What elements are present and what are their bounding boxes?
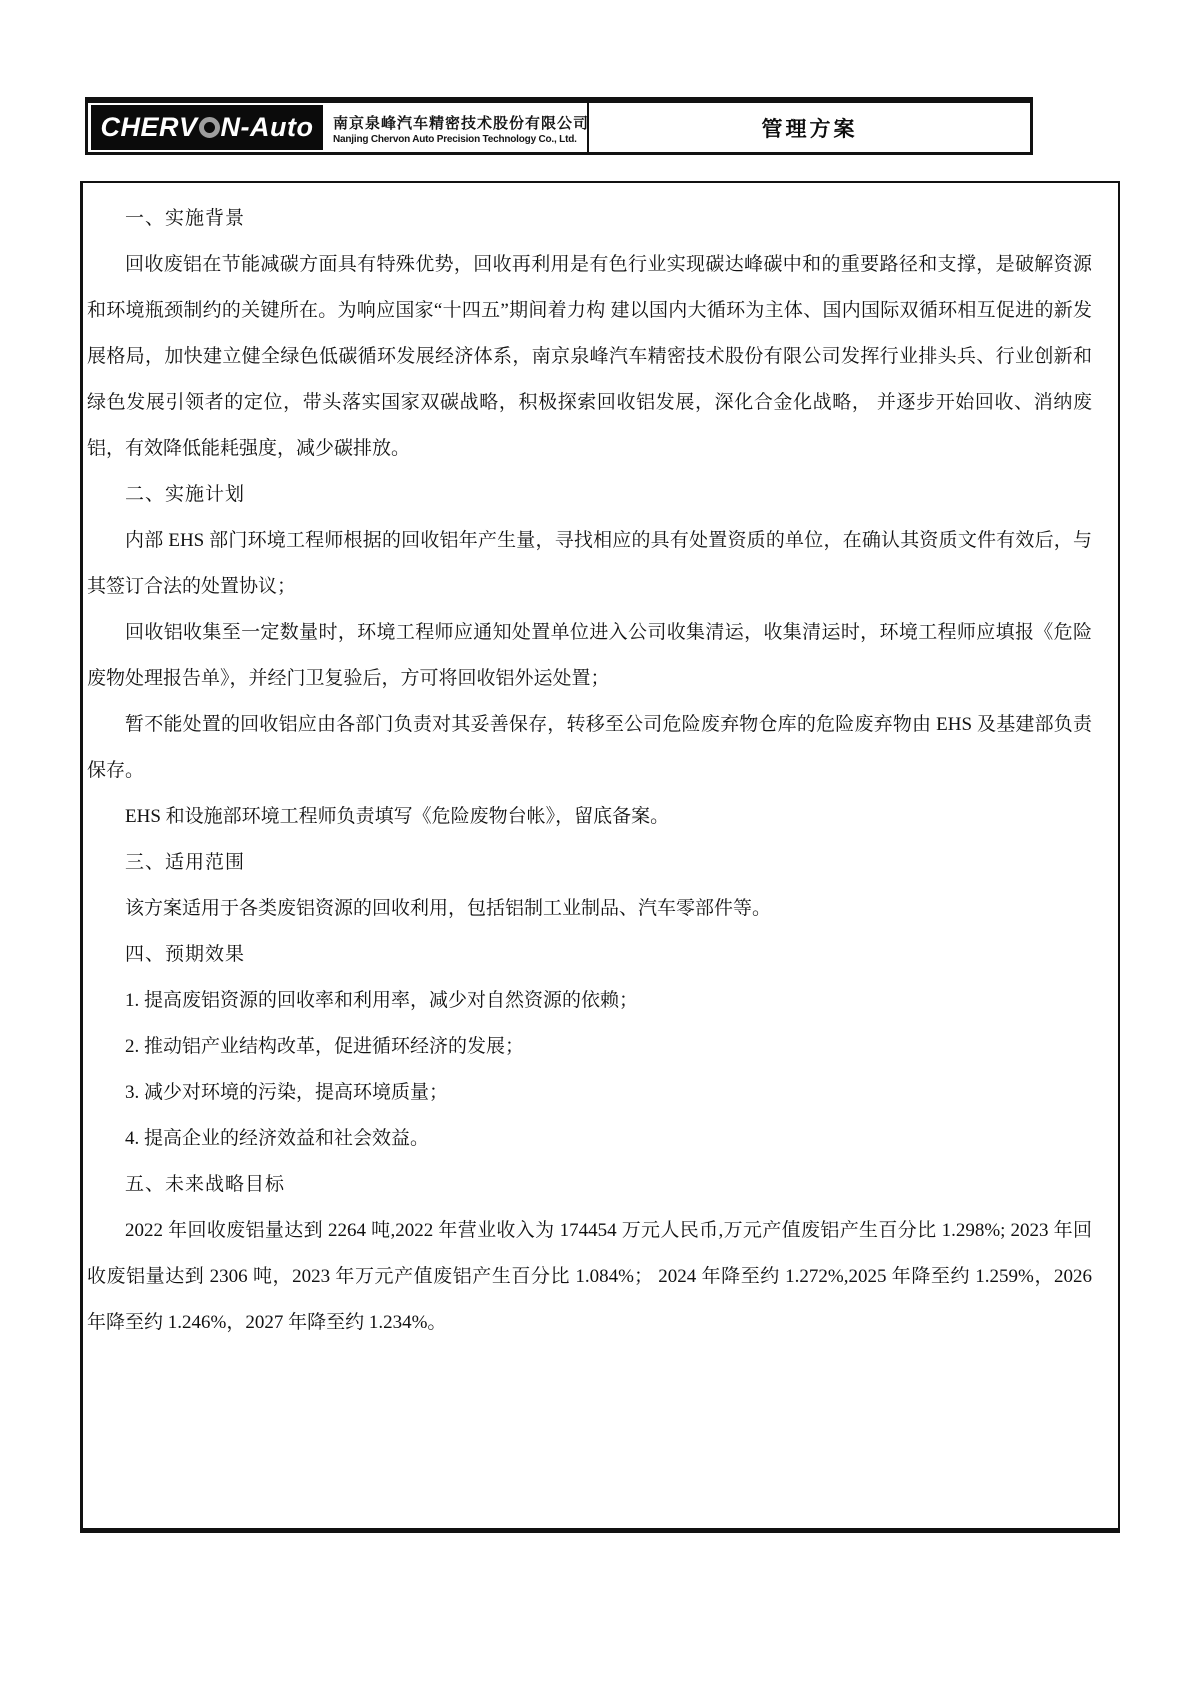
section-heading: 四、预期效果 [125,944,246,965]
document-title: 管理方案 [761,117,858,141]
document-header [85,97,1033,155]
logo-text [101,112,314,143]
document-body-frame [80,181,1120,1533]
paragraph: 1. 提高废铝资源的回收率和利用率，减少对自然资源的依赖； [125,990,639,1011]
paragraph: EHS 和设施部环境工程师负责填写《危险废物台帐》，留底备案。 [125,806,670,827]
paragraph: 2022 年回收废铝量达到 2264 吨,2022 年营业收入为 174454 万元人民币,万元产值废铝产生百分比 1.298%; 2023 年回收废铝量达到 2306 吨，2023 年万元产值废铝产生百分比 1.084%； 2024 年降至约 1.272%,2025 年降至约 1.259%，2026 年降至约 1.246%，2027 年降至约 1.234%。 [87,1220,1092,1333]
company-name-block [323,103,589,152]
paragraph: 内部 EHS 部门环境工程师根据的回收铝年产生量，寻找相应的具有处置资质的单位，在确认其资质文件有效后，与其签订合法的处置协议； [87,530,1092,597]
chervon-auto-logo [91,105,323,150]
section-heading: 五、未来战略目标 [125,1174,286,1195]
logo-brand-suffix: N-Auto [220,112,314,142]
logo-ring-o-icon [199,117,220,138]
paragraph: 暂不能处置的回收铝应由各部门负责对其妥善保存，转移至公司危险废弃物仓库的危险废弃物由 EHS 及基建部负责保存。 [87,714,1092,781]
company-name-en: Nanjing Chervon Auto Precision Technology Co., Ltd. [333,134,577,145]
paragraph: 2. 推动铝产业结构改革，促进循环经济的发展； [125,1036,525,1057]
section-heading: 一、实施背景 [125,208,246,229]
paragraph: 回收废铝在节能减碳方面具有特殊优势，回收再利用是有色行业实现碳达峰碳中和的重要路径和支撑，是破解资源和环境瓶颈制约的关键所在。为响应国家“十四五”期间着力构 建以国内大循环为主体、国内国际双循环相互促进的新发展格局，加快建立健全绿色低碳循环发展经济体系，南京泉峰汽车精密技术股份有限公司发挥行业排头兵、行业创新和绿色发展引领者的定位，带头落实国家双碳战略，积极探索回收铝发展，深化合金化战略， 并逐步开始回收、消纳废铝，有效降低能耗强度，减少碳排放。 [87,254,1092,459]
paragraph: 该方案适用于各类废铝资源的回收利用，包括铝制工业制品、汽车零部件等。 [125,898,772,919]
section-heading: 二、实施计划 [125,484,246,505]
logo-brand-prefix: CHERV [100,112,198,142]
paragraph: 4. 提高企业的经济效益和社会效益。 [125,1128,430,1149]
paragraph: 3. 减少对环境的污染，提高环境质量； [125,1082,449,1103]
paragraph-container [87,196,1092,1346]
document-title-block [589,103,1030,152]
section-heading: 三、适用范围 [125,852,246,873]
company-name-cn: 南京泉峰汽车精密技术股份有限公司 [333,115,590,132]
paragraph: 回收铝收集至一定数量时，环境工程师应通知处置单位进入公司收集清运，收集清运时，环境工程师应填报《危险废物处理报告单》，并经门卫复验后，方可将回收铝外运处置； [87,622,1092,689]
